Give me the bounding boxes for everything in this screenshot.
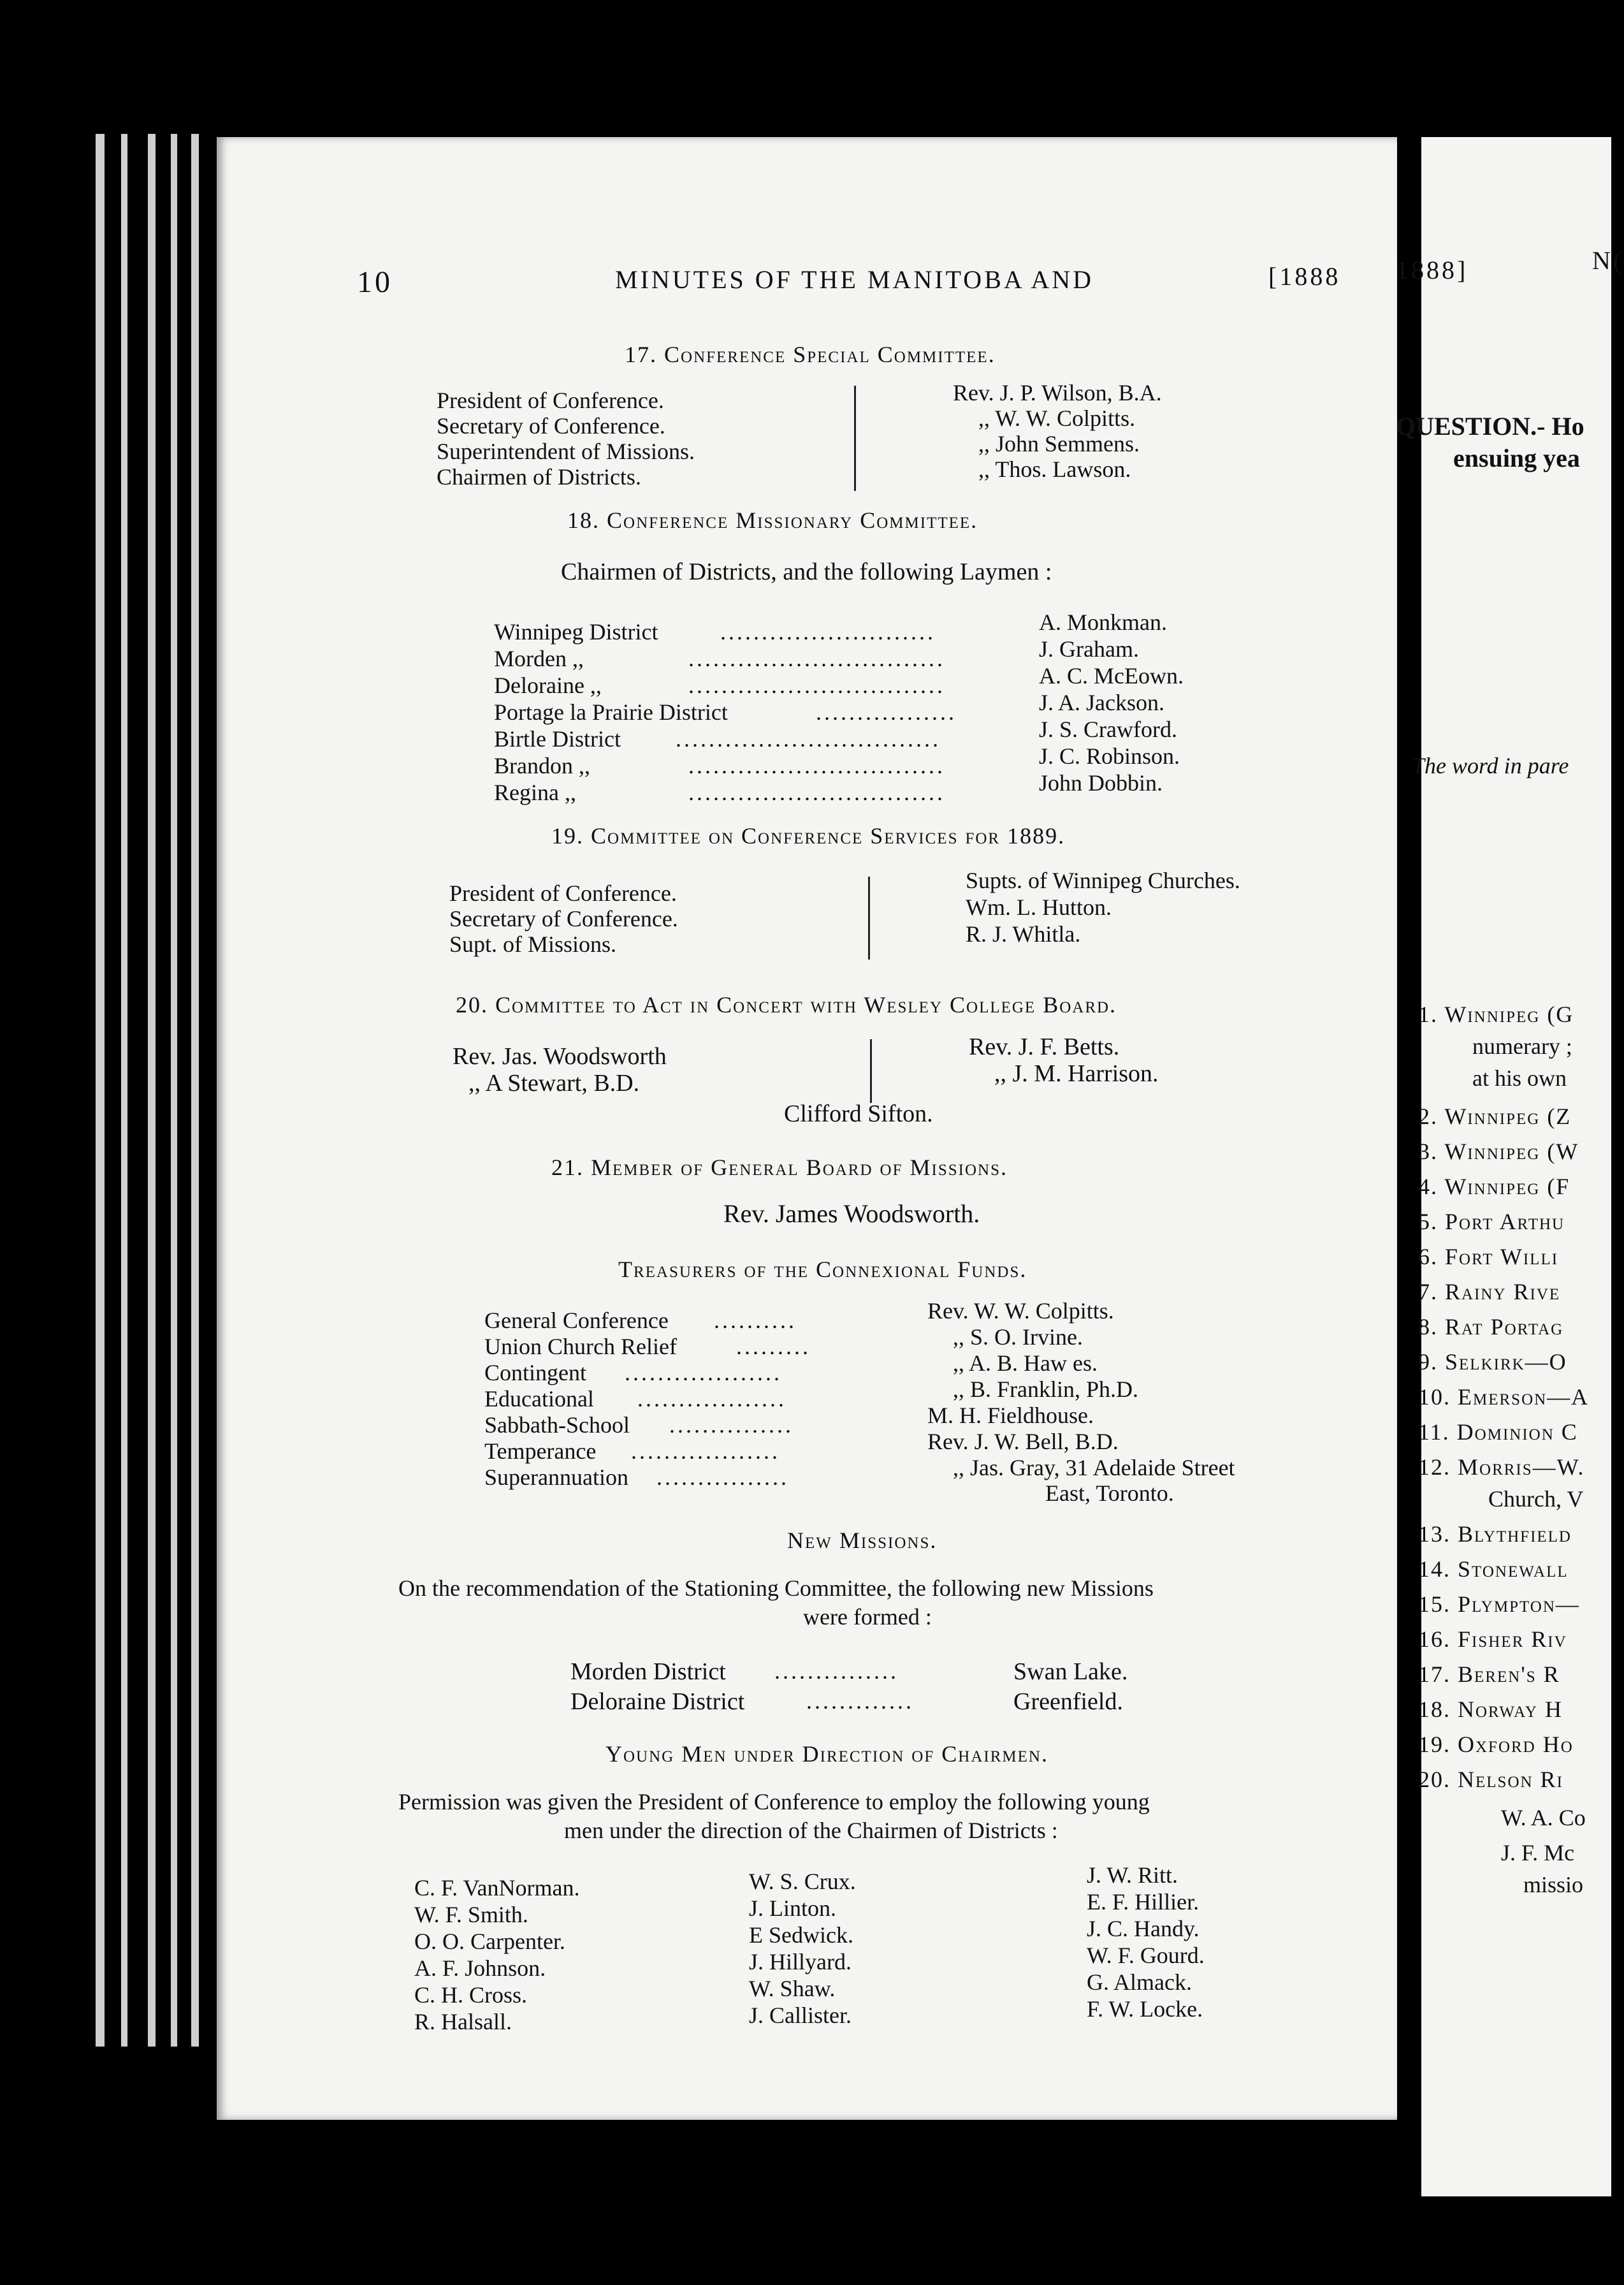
- right-list-item: Church, V: [1488, 1486, 1584, 1512]
- s18-name-6: J. C. Robinson.: [1039, 743, 1180, 769]
- right-list-item: 3. Winnipeg (W: [1418, 1139, 1579, 1164]
- young-man: A. F. Johnson.: [414, 1955, 546, 1981]
- right-list-item: 20. Nelson Ri: [1418, 1767, 1563, 1792]
- fund-7: Superannuation: [484, 1464, 628, 1490]
- s17-right-1: Rev. J. P. Wilson, B.A.: [953, 380, 1162, 405]
- young-man: J. C. Handy.: [1087, 1916, 1200, 1941]
- young-man: J. Hillyard.: [749, 1949, 852, 1975]
- young-man: W. S. Crux.: [749, 1869, 856, 1894]
- question-line-1: QUESTION.- Ho: [1396, 412, 1584, 441]
- section-20-title: 20. Committee to Act in Concert with Wesley College Board.: [456, 992, 1117, 1018]
- dot-leader: ...............: [774, 1658, 899, 1684]
- right-list-item: 13. Blythfield: [1418, 1521, 1572, 1547]
- treasurer-7-cont: East, Toronto.: [1045, 1480, 1174, 1506]
- book-edge-stripe: [96, 134, 105, 2047]
- s19-left-1: President of Conference.: [449, 880, 677, 906]
- s18-district-4: Portage la Prairie District: [494, 699, 728, 725]
- s19-right-2: Wm. L. Hutton.: [966, 894, 1112, 920]
- dot-leader: ................................: [676, 726, 941, 752]
- book-edge-stripe: [191, 134, 199, 2047]
- young-man: J. Callister.: [749, 2003, 852, 2028]
- s18-name-7: John Dobbin.: [1039, 770, 1163, 796]
- dot-leader: ...............................: [688, 780, 945, 805]
- right-list-item: 9. Selkirk—O: [1418, 1349, 1567, 1375]
- column-divider: [870, 1039, 872, 1103]
- mission-district-2: Deloraine District: [570, 1688, 745, 1715]
- s18-district-5: Birtle District: [494, 726, 621, 752]
- right-list-item: 16. Fisher Riv: [1418, 1626, 1567, 1652]
- treasurer-5: M. H. Fieldhouse.: [927, 1403, 1094, 1428]
- fund-1: General Conference: [484, 1308, 669, 1333]
- s18-name-3: A. C. McEown.: [1039, 663, 1184, 689]
- right-list-item: 4. Winnipeg (F: [1418, 1174, 1570, 1199]
- s17-right-3: ,, John Semmens.: [978, 431, 1140, 456]
- s20-left-2: ,, A Stewart, B.D.: [468, 1070, 640, 1097]
- right-list-item: 1. Winnipeg (G: [1418, 1002, 1574, 1027]
- right-list-item: 8. Rat Portag: [1418, 1314, 1564, 1340]
- right-list-item: 5. Port Arthu: [1418, 1209, 1565, 1234]
- s18-subtitle: Chairmen of Districts, and the following Laymen :: [561, 558, 1052, 585]
- s17-right-4: ,, Thos. Lawson.: [978, 456, 1131, 482]
- s20-left-1: Rev. Jas. Woodsworth: [453, 1043, 667, 1070]
- right-list-item: 19. Oxford Ho: [1418, 1732, 1574, 1757]
- dot-leader: ..........: [714, 1308, 797, 1333]
- young-man: R. Halsall.: [414, 2009, 512, 2034]
- dot-leader: ..........................: [720, 619, 936, 645]
- young-man: O. O. Carpenter.: [414, 1929, 565, 1954]
- running-title: MINUTES OF THE MANITOBA AND: [615, 265, 1094, 294]
- column-divider: [868, 877, 870, 960]
- young-man: F. W. Locke.: [1087, 1996, 1203, 2022]
- s18-name-4: J. A. Jackson.: [1039, 690, 1164, 715]
- right-list-item: 18. Norway H: [1418, 1697, 1563, 1722]
- fund-2: Union Church Relief: [484, 1334, 677, 1359]
- s18-name-1: A. Monkman.: [1039, 610, 1167, 635]
- young-man: C. H. Cross.: [414, 1982, 528, 2008]
- s21-name: Rev. James Woodsworth.: [723, 1199, 980, 1228]
- new-missions-title: New Missions.: [787, 1528, 938, 1553]
- s17-left-4: Chairmen of Districts.: [437, 464, 641, 490]
- s19-right-1: Supts. of Winnipeg Churches.: [966, 868, 1240, 893]
- right-list-item: 14. Stonewall: [1418, 1556, 1569, 1582]
- treasurer-1: Rev. W. W. Colpitts.: [927, 1298, 1114, 1324]
- s20-center: Clifford Sifton.: [784, 1100, 933, 1127]
- right-list-item: numerary ;: [1472, 1033, 1572, 1059]
- young-men-text-1: Permission was given the President of Conference to employ the following young: [398, 1789, 1150, 1814]
- dot-leader: .............: [806, 1688, 914, 1714]
- section-17-title: 17. Conference Special Committee.: [625, 342, 996, 367]
- dot-leader: ..................: [637, 1386, 787, 1412]
- young-man: J. W. Ritt.: [1087, 1862, 1178, 1888]
- fund-6: Temperance: [484, 1438, 597, 1464]
- s18-district-3: Deloraine ,,: [494, 673, 602, 698]
- mission-name-2: Greenfield.: [1013, 1688, 1123, 1715]
- question-line-2: ensuing yea: [1453, 444, 1580, 472]
- young-men-text-2: men under the direction of the Chairmen of Districts :: [564, 1818, 1058, 1843]
- book-edge-stripe: [121, 134, 127, 2047]
- right-list-item: 7. Rainy Rive: [1418, 1279, 1561, 1304]
- s18-district-2: Morden ,,: [494, 646, 584, 671]
- right-list-item: 12. Morris—W.: [1418, 1454, 1585, 1480]
- right-list-item: 15. Plympton—: [1418, 1591, 1580, 1617]
- dot-leader: ...................: [625, 1360, 782, 1385]
- page-number: 10: [357, 265, 393, 299]
- fund-4: Educational: [484, 1386, 594, 1412]
- s20-right-2: ,, J. M. Harrison.: [994, 1060, 1159, 1087]
- treasurer-6: Rev. J. W. Bell, B.D.: [927, 1429, 1119, 1454]
- young-man: E. F. Hillier.: [1087, 1889, 1200, 1915]
- s17-left-2: Secretary of Conference.: [437, 413, 665, 439]
- dot-leader: .................: [816, 699, 957, 725]
- fund-5: Sabbath-School: [484, 1412, 630, 1438]
- right-list-item: 17. Beren's R: [1418, 1661, 1560, 1687]
- young-man: C. F. VanNorman.: [414, 1875, 580, 1901]
- s17-left-3: Superintendent of Missions.: [437, 439, 695, 464]
- young-man: J. Linton.: [749, 1895, 837, 1921]
- s19-right-3: R. J. Whitla.: [966, 921, 1081, 947]
- treasurers-title: Treasurers of the Connexional Funds.: [618, 1257, 1027, 1282]
- treasurer-7: ,, Jas. Gray, 31 Adelaide Street: [953, 1455, 1235, 1480]
- section-19-title: 19. Committee on Conference Services for 1889.: [551, 823, 1066, 849]
- dot-leader: .........: [736, 1334, 811, 1359]
- dot-leader: ................: [656, 1464, 789, 1490]
- book-edge-stripe: [148, 134, 156, 2047]
- right-list-item: missio: [1523, 1872, 1584, 1897]
- left-page: [217, 137, 1397, 2120]
- young-man: W. F. Gourd.: [1087, 1943, 1205, 1968]
- right-list-item: 11. Dominion C: [1418, 1419, 1578, 1445]
- new-missions-text-2: were formed :: [803, 1604, 932, 1630]
- s19-left-2: Secretary of Conference.: [449, 906, 678, 931]
- treasurer-4: ,, B. Franklin, Ph.D.: [953, 1376, 1139, 1402]
- dot-leader: ...............................: [688, 646, 945, 671]
- book-edge-stripe: [171, 134, 177, 2047]
- section-18-title: 18. Conference Missionary Committee.: [567, 507, 978, 533]
- young-man: W. F. Smith.: [414, 1902, 528, 1927]
- new-missions-text-1: On the recommendation of the Stationing Committee, the following new Missions: [398, 1575, 1154, 1601]
- young-man: E Sedwick.: [749, 1922, 853, 1948]
- fund-3: Contingent: [484, 1360, 586, 1385]
- dot-leader: ...............................: [688, 753, 945, 778]
- right-list-item: 6. Fort Willi: [1418, 1244, 1559, 1269]
- dot-leader: ..................: [631, 1438, 780, 1464]
- right-list-item: W. A. Co: [1501, 1805, 1586, 1830]
- young-man: W. Shaw.: [749, 1976, 836, 2001]
- right-list-item: J. F. Mc: [1501, 1840, 1575, 1865]
- italic-note: The word in pare: [1412, 753, 1569, 778]
- mission-district-1: Morden District: [570, 1658, 726, 1685]
- s18-name-5: J. S. Crawford.: [1039, 717, 1177, 742]
- s18-name-2: J. Graham.: [1039, 636, 1139, 662]
- young-men-title: Young Men under Direction of Chairmen.: [605, 1741, 1048, 1767]
- s18-district-1: Winnipeg District: [494, 619, 658, 645]
- s18-district-6: Brandon ,,: [494, 753, 590, 778]
- young-man: G. Almack.: [1087, 1969, 1192, 1995]
- right-header-fragment: N(: [1592, 246, 1624, 275]
- column-divider: [854, 386, 856, 491]
- right-list-item: 10. Emerson—A: [1418, 1384, 1590, 1410]
- mission-name-1: Swan Lake.: [1013, 1658, 1128, 1685]
- right-year: 1888]: [1396, 256, 1468, 284]
- s17-left-1: President of Conference.: [437, 388, 664, 413]
- treasurer-3: ,, A. B. Haw es.: [953, 1350, 1098, 1376]
- s19-left-3: Supt. of Missions.: [449, 931, 617, 957]
- s20-right-1: Rev. J. F. Betts.: [969, 1033, 1120, 1060]
- year-bracket: [1888: [1268, 262, 1341, 291]
- right-list-item: 2. Winnipeg (Z: [1418, 1104, 1572, 1129]
- section-21-title: 21. Member of General Board of Missions.: [551, 1155, 1008, 1180]
- right-list-item: at his own: [1472, 1065, 1567, 1091]
- treasurer-2: ,, S. O. Irvine.: [953, 1324, 1083, 1350]
- right-page: [1396, 137, 1624, 2196]
- s18-district-7: Regina ,,: [494, 780, 576, 805]
- dot-leader: ...............: [669, 1412, 794, 1438]
- s17-right-2: ,, W. W. Colpitts.: [978, 405, 1136, 431]
- dot-leader: ...............................: [688, 673, 945, 698]
